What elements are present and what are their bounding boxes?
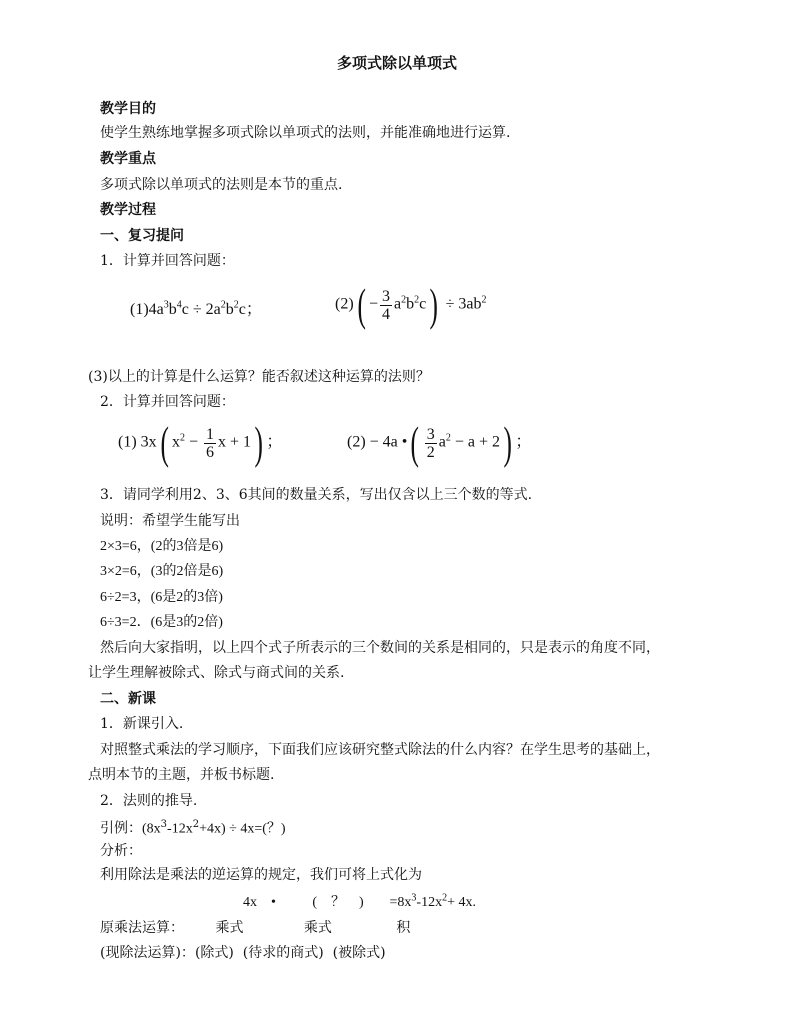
paragraph-1-line-1: 然后向大家指明，以上四个式子所表示的三个数间的关系是相同的，只是表示的角度不同， (100, 640, 660, 656)
q2-expression-1: (1) 3x( $x^2$ − $\frac{1}{6}$ x + 1) ； (118, 417, 283, 468)
note-text: 说明：希望学生能写出 (100, 513, 240, 529)
new-lesson-1-paragraph-line-1: 对照整式乘法的学习顺序，下面我们应该研究整式除法的什么内容？在学生思考的基础上， (100, 742, 660, 758)
new-lesson-1: 1．新课引入. (100, 716, 184, 732)
process-heading: 教学过程 (100, 202, 156, 218)
equation-4: 6÷3=2．(6是3的2倍) (100, 615, 223, 630)
question1-text: 1．计算并回答问题： (100, 253, 235, 269)
equation-2: 3×2=6，(3的2倍是6) (100, 564, 224, 579)
q1-expression-1: $(1)4a^3b^4c \div 2a^2b^2c$； (130, 299, 262, 318)
equation-1: 2×3=6，(2的3倍是6) (100, 539, 224, 554)
question3-text: (3)以上的计算是什么运算？能否叙述这种运算的法则？ (88, 369, 430, 385)
focus-text: 多项式除以单项式的法则是本节的重点. (100, 177, 343, 193)
division-roles-row: (现除法运算)：(除式) (待求的商式) (被除式) (100, 945, 386, 961)
example-line: 引例：$(8x^3-12x^2+4x) \div 4x=$(？) (100, 819, 286, 837)
paragraph-1-line-2: 让学生理解被除式、除式与商式间的关系. (88, 665, 345, 681)
focus-heading: 教学重点 (100, 151, 156, 167)
equation-3: 6÷2=3，(6是2的3倍) (100, 590, 223, 605)
section2-heading: 二、新课 (100, 691, 156, 707)
q1-expression-2: (2)( − $\frac{3}{4}$ $a^2b^2c) \div 3ab^2$ (335, 279, 487, 330)
q2-expression-2: (2) − 4a •( $\frac{3}{2}$ $a^2 - a + 2$) ； (347, 417, 532, 468)
purpose-text: 使学生熟练地掌握多项式除以单项式的法则，并能准确地进行运算. (100, 125, 511, 141)
question3b-text: 3．请同学利用2、3、6其间的数量关系，写出仅含以上三个数的等式. (100, 487, 533, 503)
multiplication-line: 4x • ( ？ ) $=8x^3-12x^2+ 4x$. (243, 892, 476, 910)
purpose-heading: 教学目的 (100, 101, 156, 117)
analysis-label: 分析： (100, 843, 142, 859)
section1-heading: 一、复习提问 (100, 228, 184, 244)
question2-text: 2．计算并回答问题： (100, 394, 235, 410)
document-title: 多项式除以单项式 (336, 54, 457, 72)
analysis-text: 利用除法是乘法的逆运算的规定，我们可将上式化为 (100, 867, 422, 883)
multiplication-roles-row: 原乘法运算： 乘式 乘式 积 (100, 920, 411, 936)
new-lesson-1-paragraph-line-2: 点明本节的主题，并板书标题. (88, 767, 275, 783)
new-lesson-2: 2．法则的推导. (100, 793, 198, 809)
